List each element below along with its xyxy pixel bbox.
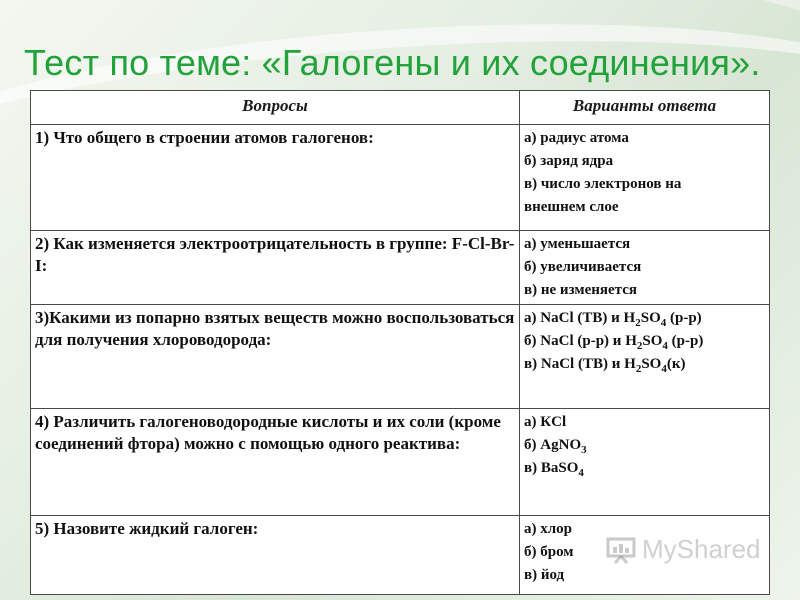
watermark bbox=[606, 534, 761, 565]
answer-cell bbox=[520, 305, 770, 409]
answer-option: б) увеличивается bbox=[524, 259, 642, 275]
answer-option: а) КCl bbox=[524, 414, 567, 430]
header-answers: Варианты ответа bbox=[520, 91, 770, 125]
answer-option: внешнем слое bbox=[524, 199, 619, 215]
question-cell: 1) Что общего в строении атомов галогенов: bbox=[31, 125, 520, 231]
answer-option: б) AgNO$_3$ bbox=[524, 437, 587, 456]
answer-cell bbox=[520, 231, 770, 305]
question-cell: 2) Как изменяется электроотрицательность в группе: F-Cl-Br-I: bbox=[31, 231, 520, 305]
answer-option: в) NaCl (ТВ) и $H_2SO_4(к)$ bbox=[524, 356, 686, 375]
answer-option: в) число электронов на bbox=[524, 176, 682, 192]
table-row bbox=[31, 305, 770, 409]
table-row bbox=[31, 231, 770, 305]
answer-option: б) бром bbox=[524, 544, 574, 560]
answer-option: а) уменьшается bbox=[524, 236, 631, 252]
table-row bbox=[31, 125, 770, 231]
answer-option: а) радиус атома bbox=[524, 130, 629, 146]
slide-title: Тест по теме: «Галогены и их соединения». bbox=[24, 42, 761, 83]
question-cell: 5) Назовите жидкий галоген: bbox=[31, 516, 520, 595]
quiz-table bbox=[30, 90, 770, 595]
answer-cell bbox=[520, 409, 770, 516]
question-cell: 4) Различить галогеноводородные кислоты и их соли (кроме соединений фтора) можно с помощью одного реактива: bbox=[31, 409, 520, 516]
presentation-icon bbox=[606, 536, 638, 564]
answer-option: б) NaCl (р-р) и $H_2SO_4$ (р-р) bbox=[524, 333, 704, 352]
table-row bbox=[31, 409, 770, 516]
answer-option: в) йод bbox=[524, 567, 565, 583]
watermark-text: MyShared bbox=[642, 534, 761, 564]
header-questions: Вопросы bbox=[31, 91, 520, 125]
question-cell: 3)Какими из попарно взятых веществ можно воспользоваться для получения хлороводорода: bbox=[31, 305, 520, 409]
answer-option: а) хлор bbox=[524, 521, 573, 537]
answer-cell bbox=[520, 125, 770, 231]
answer-option: а) NaCl (ТВ) и $H_2SO_4$ (р-р) bbox=[524, 310, 702, 329]
answer-option: в) BaSO$_4$ bbox=[524, 460, 584, 479]
table-header-row bbox=[31, 91, 770, 125]
answer-option: в) не изменяется bbox=[524, 282, 637, 298]
answer-option: б) заряд ядра bbox=[524, 153, 614, 169]
